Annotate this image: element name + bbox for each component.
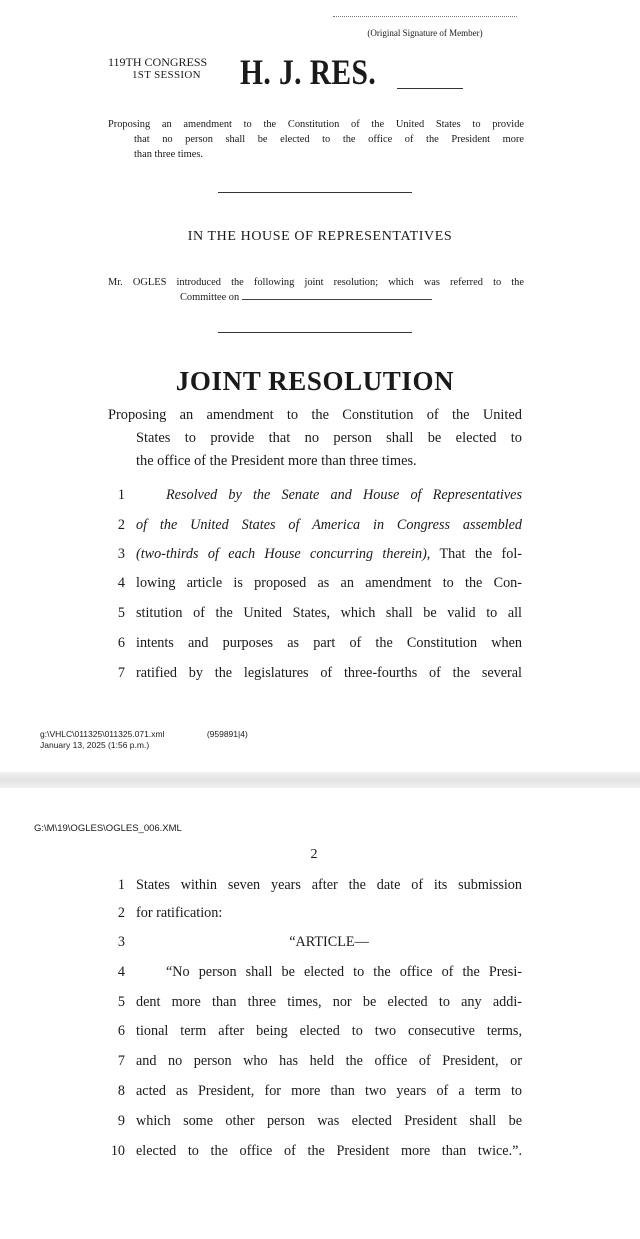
line-number: 9 — [117, 1113, 125, 1129]
line-number: 6 — [117, 1023, 125, 1039]
article-heading: “ARTICLE— — [289, 934, 369, 950]
committee-blank — [242, 291, 432, 300]
numbered-line — [108, 958, 522, 986]
divider-rule — [218, 332, 412, 333]
line-text: ratified by the legislatures of three-fourths of the several — [136, 665, 522, 681]
line-text: dent more than three times, nor be elected to any addi- — [136, 994, 522, 1010]
preamble-line-3: the office of the President more than three times. — [136, 453, 417, 469]
summary-line-2: that no person shall be elected to the office of the President more — [134, 134, 524, 145]
line-number: 3 — [117, 934, 125, 950]
numbered-line — [108, 1077, 522, 1105]
preamble-line-1: Proposing an amendment to the Constitution of the United — [108, 407, 522, 423]
session-label: 1ST SESSION — [132, 69, 201, 81]
line-number: 4 — [117, 964, 125, 980]
line-text: Resolved by the Senate and House of Representatives — [166, 487, 522, 503]
congress-session-block — [108, 56, 226, 82]
bill-type-heading: H. J. RES. — [240, 52, 377, 92]
line-number: 1 — [117, 877, 125, 893]
line-number: 5 — [117, 994, 125, 1010]
line-text: stitution of the United States, which shall be valid to all — [136, 605, 522, 621]
numbered-line — [108, 481, 522, 509]
preamble-line-2: States to provide that no person shall be elected to — [136, 430, 522, 446]
footer-file-path: g:\VHLC\011325\011325.071.xml — [40, 729, 165, 739]
signature-caption: (Original Signature of Member) — [367, 28, 483, 38]
page2-file-path: G:\M\19\OGLES\OGLES_006.XML — [34, 823, 182, 834]
line-number: 7 — [117, 665, 125, 681]
line-text: elected to the office of the President more than twice.”. — [136, 1143, 522, 1159]
line-number: 8 — [117, 1083, 125, 1099]
page-separator — [0, 772, 640, 788]
congress-label: 119TH CONGRESS — [108, 55, 208, 69]
numbered-line — [108, 899, 522, 927]
line-text-roman: That the fol- — [430, 546, 522, 562]
introduction-text — [108, 275, 524, 305]
summary-text — [108, 117, 524, 162]
footer-code: (959891|4) — [206, 729, 248, 739]
line-text: States within seven years after the date of its submission — [136, 877, 522, 893]
resolution-title: JOINT RESOLUTION — [175, 366, 455, 396]
numbered-line — [108, 1047, 522, 1075]
numbered-line — [108, 569, 522, 597]
numbered-line — [108, 1137, 522, 1165]
line-text: tional term after being elected to two consecutive terms, — [136, 1023, 522, 1039]
numbered-line — [108, 629, 522, 657]
page-number: 2 — [310, 847, 318, 862]
line-text-italic: (two-thirds of each House concurring therein), — [136, 546, 431, 562]
numbered-line — [108, 928, 522, 956]
line-number: 4 — [117, 575, 125, 591]
numbered-line — [108, 659, 522, 687]
line-number: 2 — [117, 905, 125, 921]
preamble — [108, 404, 522, 473]
numbered-line — [108, 871, 522, 899]
line-number: 3 — [117, 546, 125, 562]
house-heading: IN THE HOUSE OF REPRESENTATIVES — [187, 229, 453, 244]
line-text: which some other person was elected President shall be — [136, 1113, 522, 1129]
divider-rule — [218, 192, 412, 193]
introduction-line-2 — [108, 290, 524, 305]
committee-label: Committee on — [180, 292, 240, 303]
line-number: 2 — [117, 517, 125, 533]
numbered-line — [108, 540, 522, 568]
line-text: lowing article is proposed as an amendment to the Con- — [136, 575, 522, 591]
line-number: 10 — [110, 1143, 125, 1159]
line-number: 6 — [117, 635, 125, 651]
line-text: for ratification: — [136, 905, 223, 921]
line-text: intents and purposes as part of the Constitution when — [136, 635, 522, 651]
numbered-line — [108, 599, 522, 627]
introduction-line-1: Mr. OGLES introduced the following joint resolution; which was referred to the — [108, 277, 524, 288]
line-number: 1 — [117, 487, 125, 503]
line-text: of the United States of America in Congress assembled — [136, 517, 522, 533]
numbered-line — [108, 1107, 522, 1135]
numbered-line — [108, 1017, 522, 1045]
numbered-line — [108, 511, 522, 539]
line-text: acted as President, for more than two years of a term to — [136, 1083, 522, 1099]
signature-line — [333, 16, 517, 17]
page-footer — [40, 729, 248, 751]
line-number: 7 — [117, 1053, 125, 1069]
line-text — [136, 540, 522, 568]
summary-line-3: than three times. — [134, 149, 203, 160]
numbered-line — [108, 988, 522, 1016]
line-text: “No person shall be elected to the office of the Presi- — [166, 964, 522, 980]
footer-date: January 13, 2025 (1:56 p.m.) — [40, 740, 150, 750]
bill-number-blank — [397, 88, 463, 89]
line-number: 5 — [117, 605, 125, 621]
summary-line-1: Proposing an amendment to the Constitution of the United States to provide — [108, 119, 524, 130]
line-text: and no person who has held the office of President, or — [136, 1053, 522, 1069]
